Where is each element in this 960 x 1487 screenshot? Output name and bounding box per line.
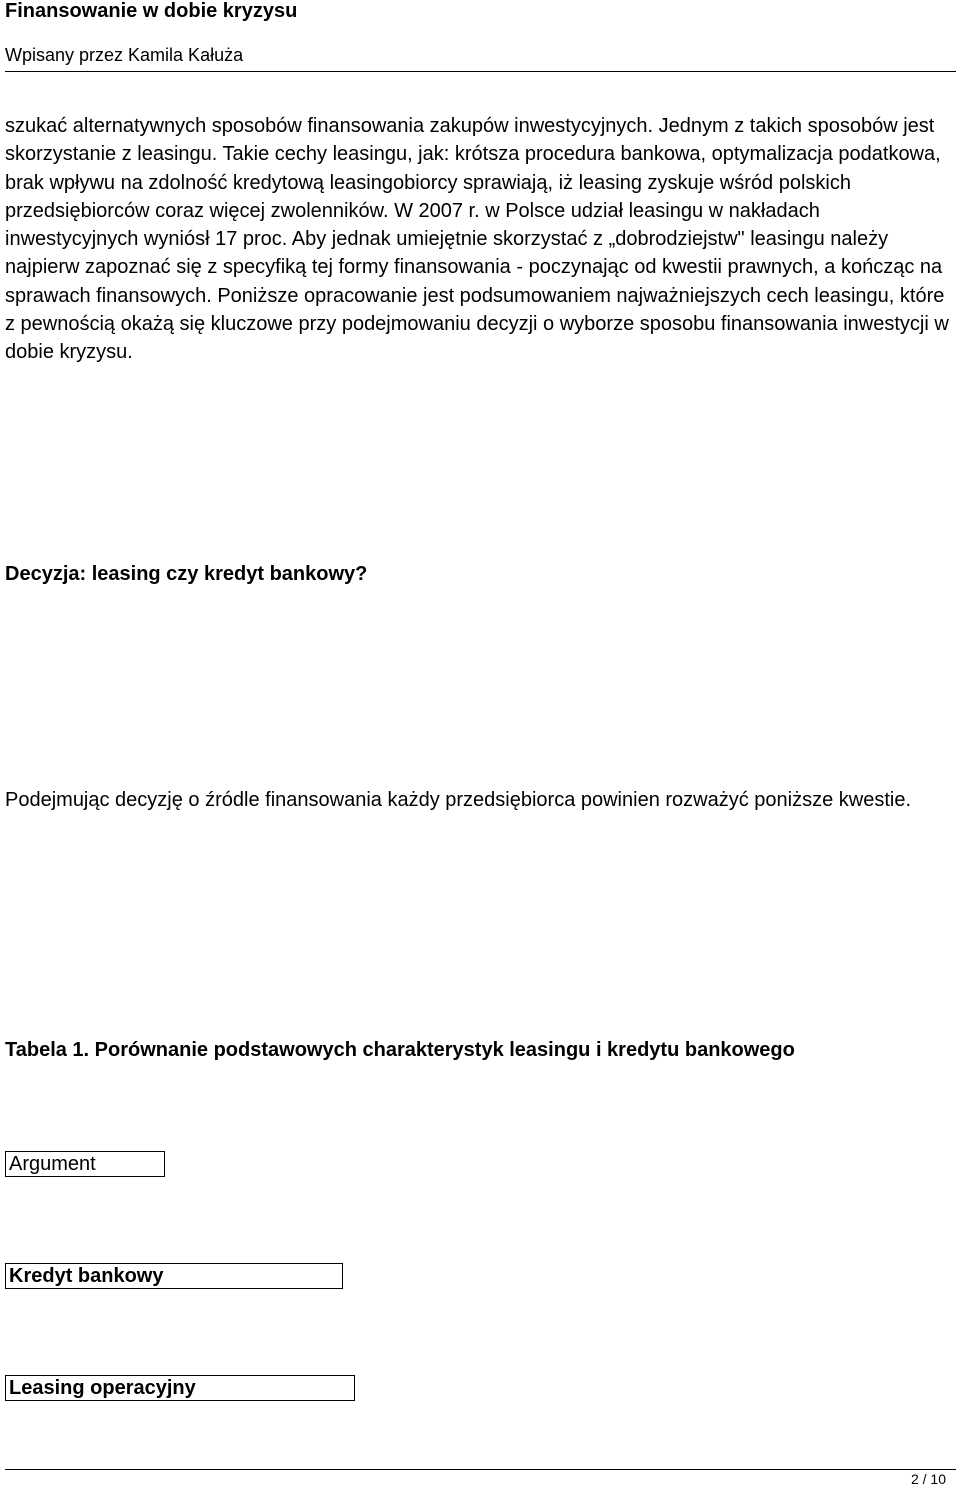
page-number: 2 / 10 [910,1471,946,1487]
document-title: Finansowanie w dobie kryzysu [5,0,298,22]
table-caption: Tabela 1. Porównanie podstawowych charakterystyk leasingu i kredytu bankowego [5,1039,795,1061]
lead-paragraph: Podejmując decyzję o źródle finansowania każdy przedsiębiorca powinien rozważyć poniższe kwestie. [5,789,912,811]
footer-divider [5,1469,956,1470]
intro-paragraph: szukać alternatywnych sposobów finansowania zakupów inwestycyjnych. Jednym z takich sposobów jest skorzystanie z leasingu. Takie cechy leasingu, jak: krótsza procedura bankowa, optymalizacja podatkowa, brak wpływu na zdolność kredytową leasingobiorcy sprawiają, iż leasing zyskuje wśród polskich przedsiębiorców coraz więcej zwolenników. W 2007 r. w Polsce udział leasingu w nakładach inwestycyjnych wyniósł 17 proc. Aby jednak umiejętnie skorzystać z „dobrodziejstw" leasingu należy najpierw zapoznać się z specyfiką tej formy finansowania - poczynając od kwestii prawnych, a kończąc na sprawach finansowych. Poniższe opracowanie jest podsumowaniem najważniejszych cech leasingu, które z pewnością okażą się kluczowe przy podejmowaniu decyzji o wyborze sposobu finansowania inwestycji w dobie kryzysu. [5,115,949,364]
header-divider [5,71,956,72]
table-cell-kredyt-bankowy: Kredyt bankowy [5,1263,343,1289]
table-cell-leasing-operacyjny: Leasing operacyjny [5,1375,355,1401]
author-line: Wpisany przez Kamila Kałuża [5,45,244,65]
section-heading: Decyzja: leasing czy kredyt bankowy? [5,563,368,585]
table-cell-argument: Argument [5,1151,165,1177]
